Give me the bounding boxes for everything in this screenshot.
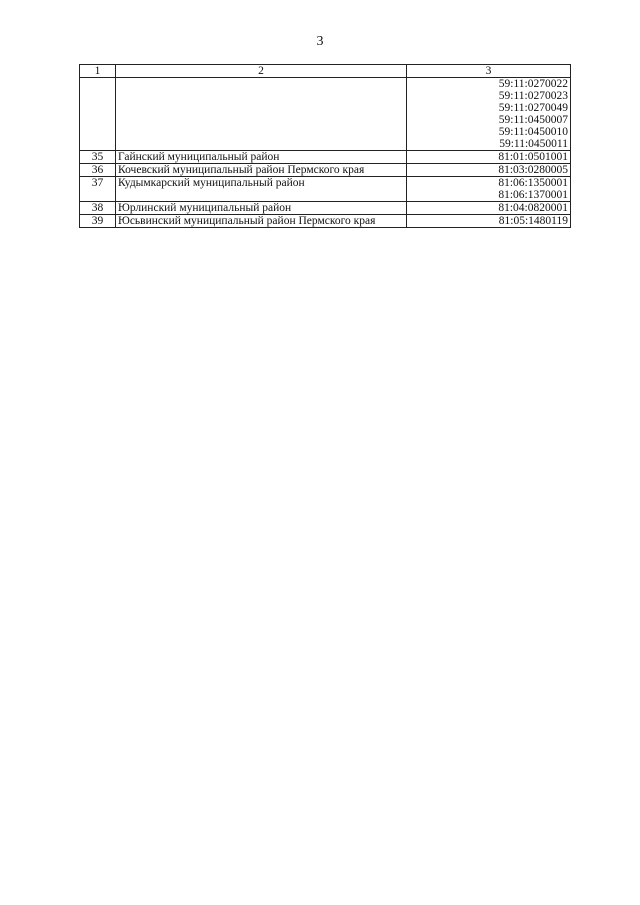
cadastral-code: 59:11:0270023 (498, 90, 568, 102)
row-number: 35 (80, 151, 116, 164)
row-number: 36 (80, 164, 116, 177)
table-row (80, 177, 571, 202)
districts-table (79, 64, 571, 228)
column-header-3: 3 (407, 65, 571, 78)
row-number (80, 78, 116, 151)
table-row (80, 215, 571, 228)
cadastral-code: 59:11:0450011 (499, 138, 568, 150)
cadastral-codes (407, 215, 571, 228)
district-name: Юрлинский муниципальный район (116, 202, 407, 215)
cadastral-code: 81:04:0820001 (498, 202, 568, 214)
cadastral-code: 59:11:0450010 (498, 126, 568, 138)
cadastral-codes (407, 78, 571, 151)
table-row (80, 78, 571, 151)
column-header-2: 2 (116, 65, 407, 78)
table-row (80, 151, 571, 164)
cadastral-code: 59:11:0270049 (498, 102, 568, 114)
column-header-1: 1 (80, 65, 116, 78)
cadastral-codes (407, 177, 571, 202)
cadastral-code: 81:03:0280005 (498, 164, 568, 176)
cadastral-code: 81:01:0501001 (498, 151, 568, 163)
district-name: Юсьвинский муниципальный район Пермского края (116, 215, 407, 228)
row-number: 37 (80, 177, 116, 202)
cadastral-code: 59:11:0270022 (498, 78, 568, 90)
district-name (116, 78, 407, 151)
table-row (80, 202, 571, 215)
cadastral-code: 81:05:1480119 (498, 215, 568, 227)
cadastral-code: 59:11:0450007 (498, 114, 568, 126)
cadastral-code: 81:06:1370001 (498, 189, 568, 201)
cadastral-codes (407, 202, 571, 215)
district-name: Кочевский муниципальный район Пермского края (116, 164, 407, 177)
page-number: 3 (316, 34, 324, 49)
row-number: 39 (80, 215, 116, 228)
table-header-row (80, 65, 571, 78)
district-name: Кудымкарский муниципальный район (116, 177, 407, 202)
table-row (80, 164, 571, 177)
cadastral-codes (407, 151, 571, 164)
district-name: Гайнский муниципальный район (116, 151, 407, 164)
cadastral-code: 81:06:1350001 (498, 177, 568, 189)
cadastral-codes (407, 164, 571, 177)
row-number: 38 (80, 202, 116, 215)
